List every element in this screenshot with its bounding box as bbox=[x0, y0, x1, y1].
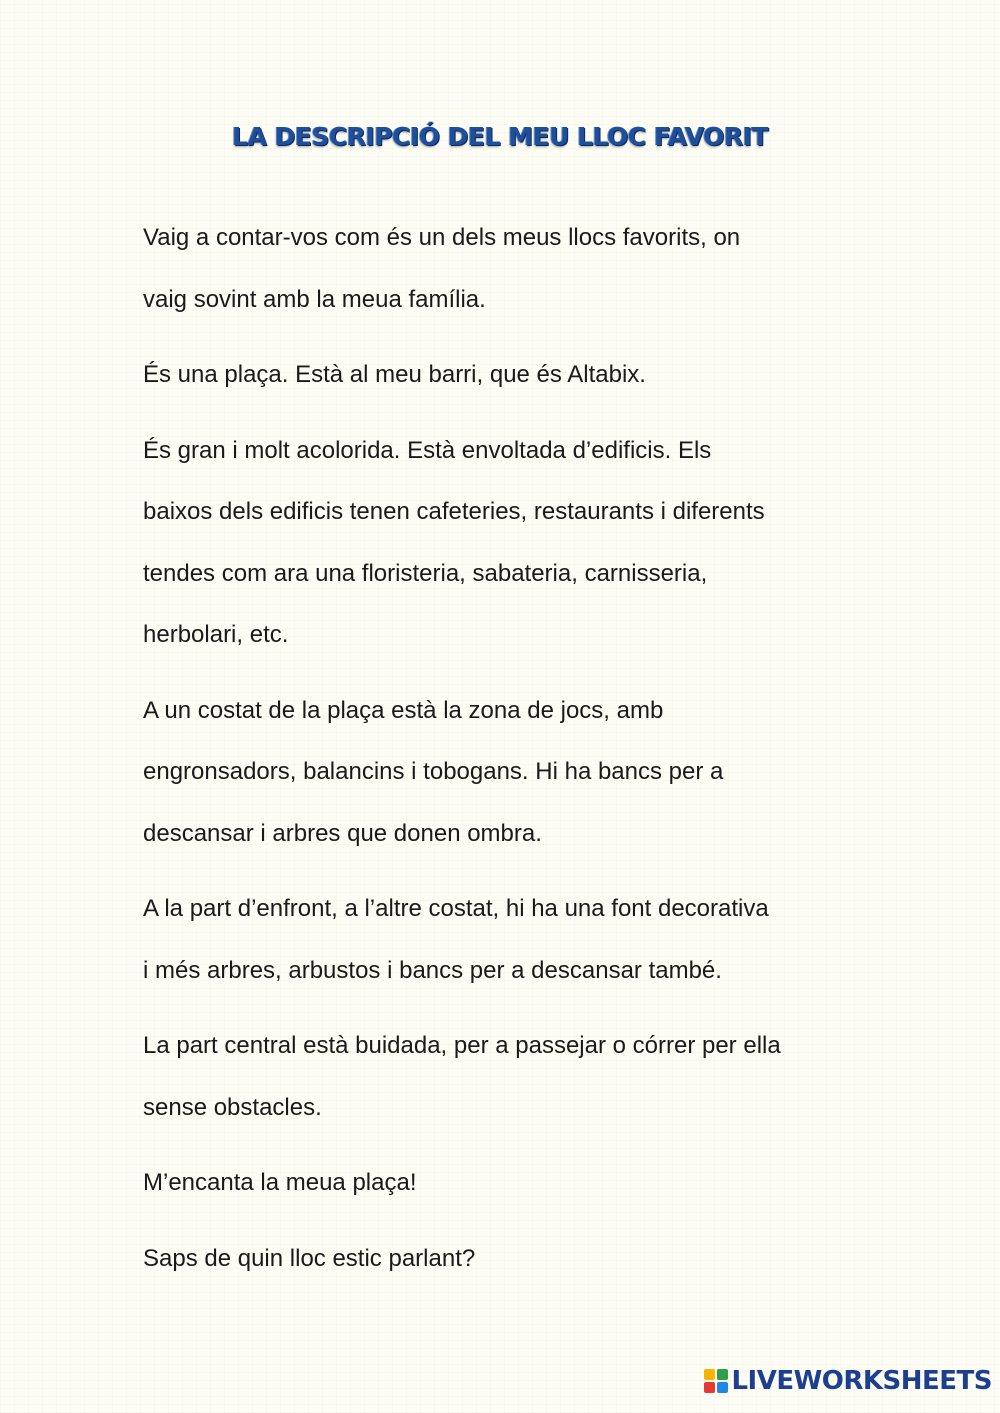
paragraph-7: M’encanta la meua plaça! bbox=[143, 1169, 417, 1196]
page-title: LA DESCRIPCIÓ DEL MEU LLOC FAVORIT bbox=[232, 122, 768, 151]
liveworksheets-logo[interactable] bbox=[704, 1365, 992, 1397]
paragraph-1: Vaig a contar-vos com és un dels meus llocs favorits, on vaig sovint amb la meua família. bbox=[143, 224, 741, 313]
logo-tile-3 bbox=[704, 1382, 715, 1393]
description-text bbox=[143, 207, 883, 1303]
logo-tile-1 bbox=[704, 1369, 715, 1380]
paragraph-2: És una plaça. Està al meu barri, que és Altabix. bbox=[143, 361, 646, 388]
logo-text: LIVEWORKSHEETS bbox=[731, 1366, 992, 1396]
paragraph-3: És gran i molt acolorida. Està envoltada d’edificis. Els baixos dels edificis tenen cafeteries, restaurants i diferents tendes com ara una floristeria, sabateria, carnisseria, herbolari, etc. bbox=[143, 436, 765, 648]
paragraph-4: A un costat de la plaça està la zona de jocs, amb engronsadors, balancins i tobogans. Hi ha bancs per a descansar i arbres que donen ombra. bbox=[143, 696, 724, 847]
logo-tile-4 bbox=[717, 1382, 728, 1393]
logo-tile-2 bbox=[717, 1369, 728, 1380]
liveworksheets-logo-icon bbox=[704, 1369, 728, 1393]
paragraph-8: Saps de quin lloc estic parlant? bbox=[143, 1244, 476, 1272]
paragraph-5: A la part d’enfront, a l’altre costat, hi ha una font decorativa i més arbres, arbustos i bancs per a descansar també. bbox=[143, 895, 769, 984]
paragraph-6: La part central està buidada, per a passejar o córrer per ella sense obstacles. bbox=[143, 1032, 781, 1121]
